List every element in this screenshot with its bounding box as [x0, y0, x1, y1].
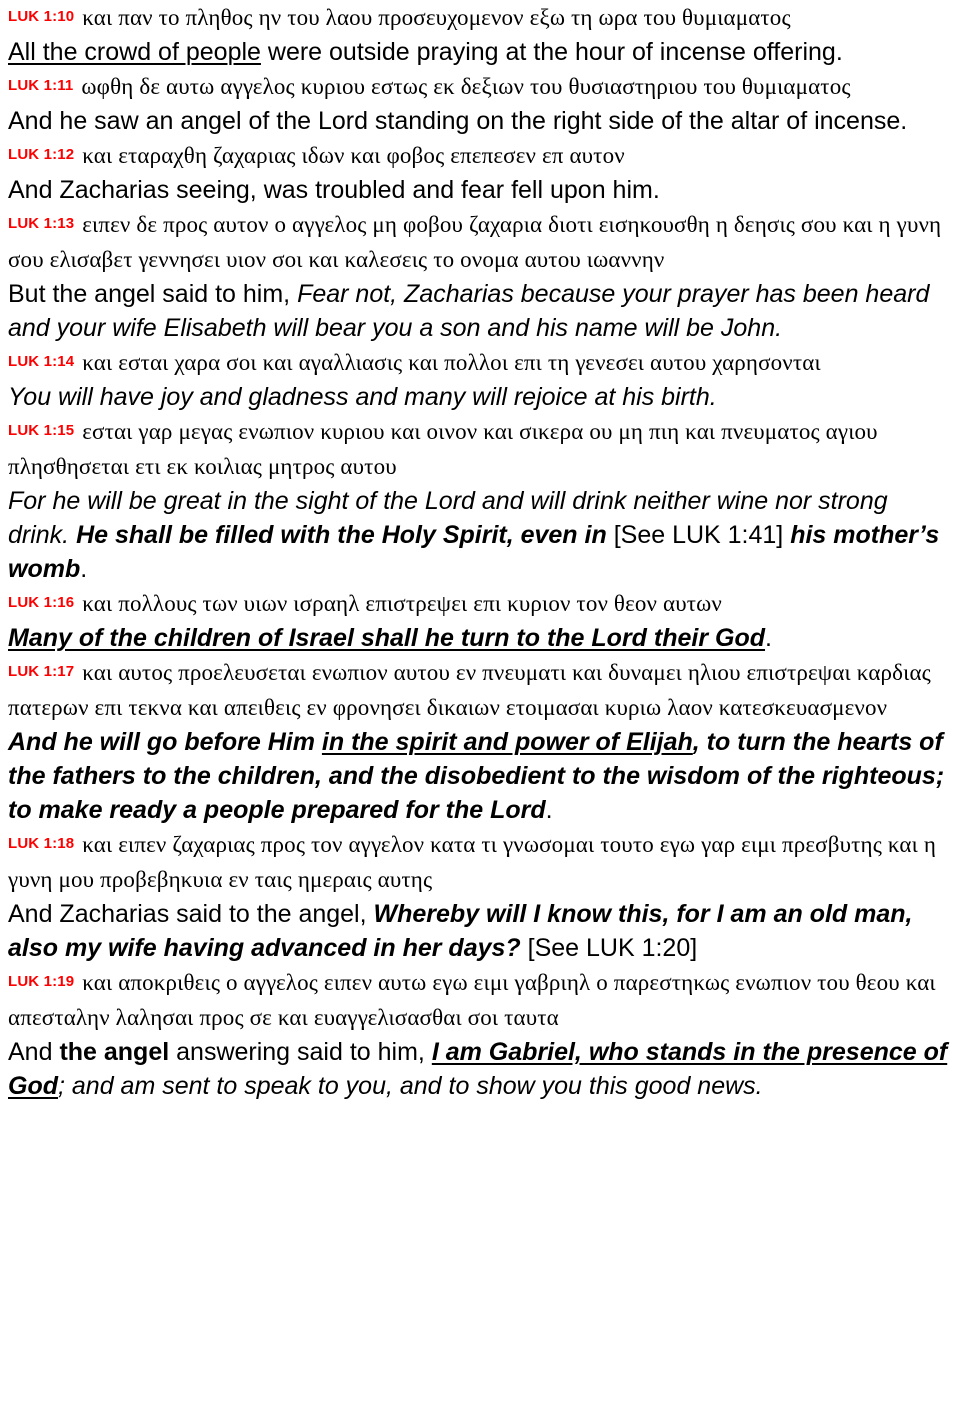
english-italic: Fear not, Zacharias because your prayer has been heard and your wife Elisabeth will bear you a son and his name will be John.: [8, 280, 930, 342]
verse-reference: LUK 1:16: [8, 594, 75, 611]
greek-text: [8, 207, 952, 277]
english-bold-italic-underlined: I am Gabriel, who stands in the presence of God: [8, 1038, 948, 1100]
english-text: [8, 725, 952, 827]
greek-text: [8, 586, 952, 621]
english-italic: ; and am sent to speak to you, and to show you this good news.: [58, 1072, 763, 1100]
verse-reference: LUK 1:17: [8, 663, 75, 680]
english-text: [8, 35, 952, 69]
cross-reference: [See LUK 1:20]: [520, 934, 698, 962]
english-text: [8, 277, 952, 345]
greek-text: [8, 345, 952, 380]
english-plain: .: [545, 796, 553, 824]
verse-luk-1-15: [8, 414, 952, 586]
english-plain: And Zacharias seeing, was troubled and fear fell upon him.: [8, 176, 660, 204]
english-plain: answering said to him,: [169, 1038, 432, 1066]
greek-text: [8, 414, 952, 484]
english-text: [8, 1035, 952, 1103]
english-text: [8, 173, 952, 207]
verse-luk-1-13: [8, 207, 952, 345]
english-underlined: All the crowd of people: [8, 38, 261, 66]
greek-text: [8, 138, 952, 173]
verse-luk-1-18: [8, 827, 952, 965]
english-plain: .: [765, 624, 772, 652]
english-bold-italic: He shall be filled with the Holy Spirit, even in: [76, 521, 607, 549]
english-bold-italic: his mother’s womb: [8, 521, 940, 583]
english-bold-italic: , to turn the hearts of the fathers to the children, and the disobedient to the wisdom of the righteous; to make ready a people prepared for the Lord: [8, 728, 945, 824]
english-italic: For he will be great in the sight of the Lord and will drink neither wine nor strong drink.: [8, 487, 888, 549]
english-bold: the angel: [59, 1038, 170, 1066]
verse-reference: LUK 1:12: [8, 146, 75, 163]
english-bold-italic: And he will go before Him: [8, 728, 322, 756]
english-text: [8, 484, 952, 586]
greek-verse: και αποκριθεις ο αγγελος ειπεν αυτω εγω ειμι γαβριηλ ο παρεστηκως ενωπιον του θεου και απεσταλην λαλησαι προς σε και ευαγγελισασθαι σοι ταυτα: [8, 970, 936, 1030]
english-text: [8, 104, 952, 138]
greek-verse: και πολλους των υιων ισραηλ επιστρεψει επι κυριον τον θεον αυτων: [82, 591, 722, 616]
greek-verse: και εταραχθη ζαχαριας ιδων και φοβος επεπεσεν επ αυτον: [82, 143, 625, 168]
greek-text: [8, 69, 952, 104]
verse-reference: LUK 1:14: [8, 353, 75, 370]
english-bold-italic-underlined: Many of the children of Israel shall he turn to the Lord their God: [8, 624, 766, 652]
english-text: [8, 897, 952, 965]
greek-verse: ειπεν δε προς αυτον ο αγγελος μη φοβου ζαχαρια διοτι εισηκουσθη η δεησις σου και η γυνη σου ελισαβετ γεννησει υιον σοι και καλεσεις το ονομα αυτου ιωαννην: [8, 212, 942, 272]
english-text: [8, 621, 952, 655]
verse-reference: LUK 1:11: [8, 77, 74, 94]
verse-luk-1-17: [8, 655, 952, 827]
english-plain: .: [80, 555, 88, 583]
greek-text: [8, 827, 952, 897]
cross-reference: [See LUK 1:41]: [606, 521, 791, 549]
greek-text: [8, 965, 952, 1035]
verse-luk-1-10: [8, 0, 952, 69]
verse-reference: LUK 1:13: [8, 215, 75, 232]
english-plain: And Zacharias said to the angel,: [8, 900, 374, 928]
verse-luk-1-12: [8, 138, 952, 207]
greek-verse: εσται γαρ μεγας ενωπιον κυριου και οινον και σικερα ου μη πιη και πνευματος αγιου πλησθησεται ετι εκ κοιλιας μητρος αυτου: [8, 419, 878, 479]
english-bold-italic: Whereby will I know this, for I am an old man, also my wife having advanced in her days?: [8, 900, 913, 962]
verse-reference: LUK 1:19: [8, 973, 75, 990]
english-bold-italic-underlined: in the spirit and power of Elijah: [321, 728, 693, 756]
verse-luk-1-11: [8, 69, 952, 138]
greek-text: [8, 655, 952, 725]
greek-text: [8, 0, 952, 35]
english-plain: And he saw an angel of the Lord standing on the right side of the altar of incense.: [8, 107, 908, 135]
english-plain: But the angel said to him,: [8, 280, 298, 308]
greek-verse: και ειπεν ζαχαριας προς τον αγγελον κατα τι γνωσομαι τουτο εγω γαρ ειμι πρεσβυτης και η γυνη μου προβεβηκυια εν ταις ημεραις αυτης: [8, 832, 937, 892]
verse-reference: LUK 1:10: [8, 8, 75, 25]
english-plain: And: [8, 1038, 60, 1066]
greek-verse: και αυτος προελευσεται ενωπιον αυτου εν πνευματι και δυναμει ηλιου επιστρεψαι καρδιας πατερων επι τεκνα και απειθεις εν φρονησει δικαιων ετοιμασαι κυριω λαον κατεσκευασμενον: [8, 660, 931, 720]
english-plain: were outside praying at the hour of incense offering.: [260, 38, 843, 66]
greek-verse: και εσται χαρα σοι και αγαλλιασις και πολλοι επι τη γενεσει αυτου χαρησονται: [82, 350, 821, 375]
verse-luk-1-14: [8, 345, 952, 414]
verse-luk-1-19: [8, 965, 952, 1103]
greek-verse: και παν το πληθος ην του λαου προσευχομενον εξω τη ωρα του θυμιαματος: [82, 5, 791, 30]
greek-verse: ωφθη δε αυτω αγγελος κυριου εστως εκ δεξιων του θυσιαστηριου του θυμιαματος: [81, 74, 851, 99]
verse-luk-1-16: [8, 586, 952, 655]
english-italic: You will have joy and gladness and many will rejoice at his birth.: [8, 383, 717, 411]
verse-reference: LUK 1:15: [8, 422, 75, 439]
verse-reference: LUK 1:18: [8, 835, 75, 852]
english-text: [8, 380, 952, 414]
